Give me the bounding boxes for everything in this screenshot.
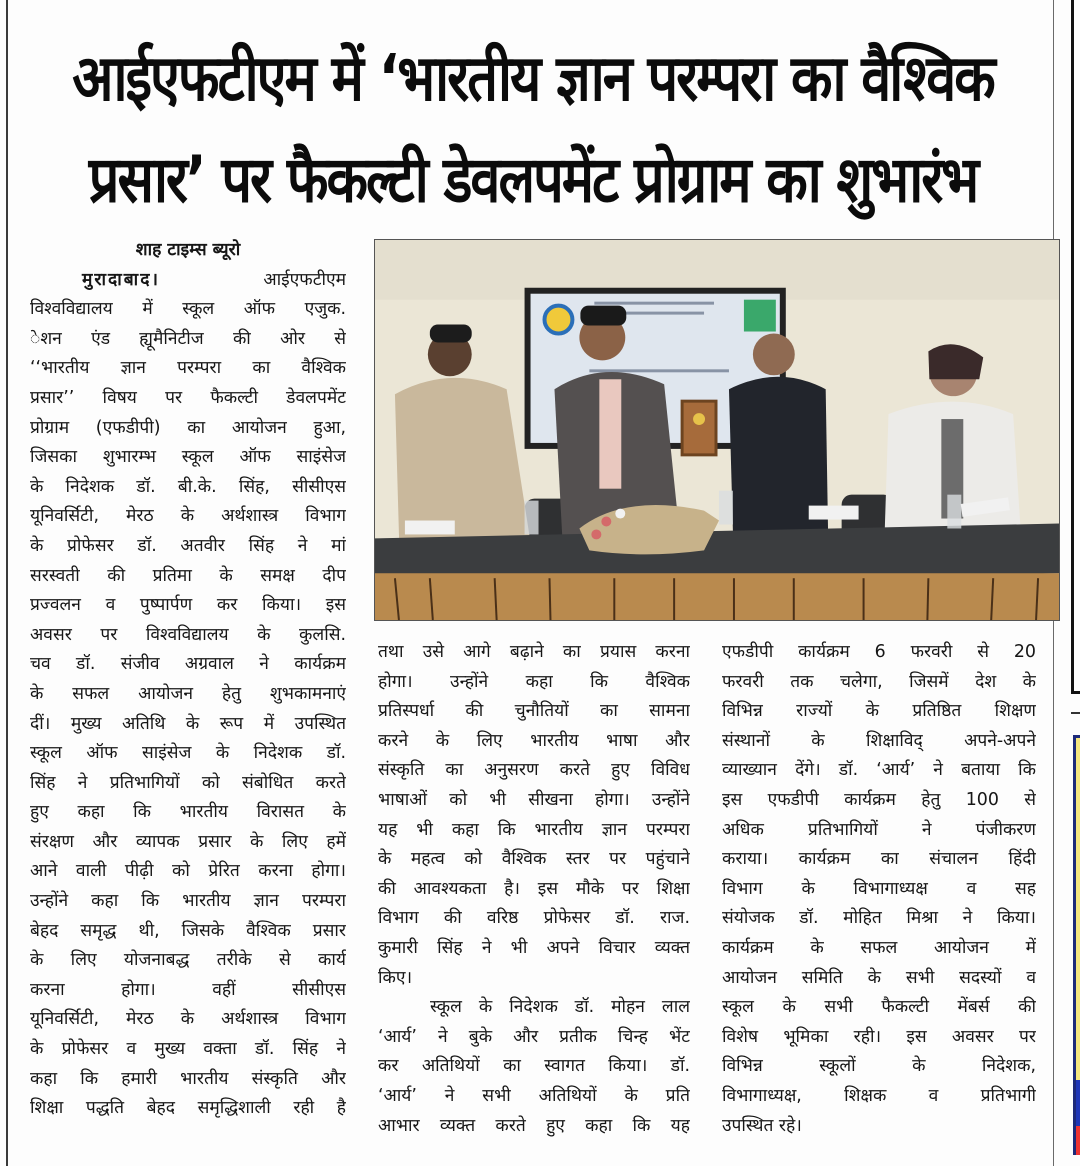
text-line: संरक्षण और व्यापक प्रसार के लिए हमें	[30, 831, 346, 852]
text-line: संस्कृति का अनुसरण करते हुए विविध	[378, 760, 690, 781]
text-line: सरस्वती की प्रतिमा के समक्ष दीप	[30, 565, 346, 586]
text-line: स्कूल ऑफ साइंसेज के निदेशक डॉ.	[30, 743, 346, 764]
text-line: ेशन एंड ह्यूमैनिटीज की ओर से	[30, 328, 346, 349]
text-line: तथा उसे आगे बढ़ाने का प्रयास करना	[378, 642, 690, 662]
text-line: ‘आर्य’ ने बुके और प्रतीक चिन्ह भेंट	[378, 1026, 690, 1047]
event-photo-illustration	[375, 240, 1059, 620]
person-2-shirt	[599, 379, 621, 488]
text-line: विभिन्न राज्यों के प्रतिष्ठित शिक्षण	[722, 701, 1036, 722]
text-line: यूनिवर्सिटी, मेरठ के अर्थशास्त्र विभाग	[30, 1009, 346, 1030]
dateline-line	[30, 266, 346, 296]
byline: शाह टाइम्स ब्यूरो	[135, 240, 241, 260]
nameplate	[405, 521, 455, 535]
text-line: आने वाली पीढ़ी को प्रेरित करना होगा।	[30, 861, 346, 882]
text-line: उपस्थित रहे।	[722, 1115, 802, 1136]
text-line: कराया। कार्यक्रम का संचालन हिंदी	[722, 849, 1036, 870]
screen-text-bar	[589, 369, 729, 372]
text-line: के लिए योजनाबद्ध तरीके से कार्य	[30, 950, 346, 971]
text-line: विशेष भूमिका रही। इस अवसर पर	[722, 1026, 1036, 1047]
text-line: करने के लिए भारतीय भाषा और	[378, 730, 690, 751]
person-2-hair	[580, 306, 626, 326]
adjacent-color-advert	[1073, 735, 1080, 1155]
bouquet-flower	[591, 529, 601, 539]
bouquet-flower	[615, 509, 625, 519]
text-line: हुए कहा कि भारतीय विरासत के	[30, 802, 346, 823]
text-line: प्रोग्राम (एफडीपी) का आयोजन हुआ,	[30, 417, 346, 438]
adjacent-article-box	[1071, 0, 1080, 694]
university-logo-icon	[545, 306, 573, 334]
text-line: प्रसार’’ विषय पर फैकल्टी डेवलपमेंट	[30, 387, 346, 408]
text-line: करना होगा। वहीं सीसीएस	[30, 979, 346, 1000]
text-line: के प्रोफेसर व मुख्य वक्ता डॉ. सिंह ने	[30, 1039, 346, 1060]
text-line: जिसका शुभारम्भ स्कूल ऑफ साइंसेज	[30, 447, 346, 468]
text-line: इस एफडीपी कार्यक्रम हेतु 100 से	[722, 789, 1036, 810]
water-bottle	[719, 491, 733, 525]
text-line: संस्थानों के शिक्षाविद् अपने-अपने	[722, 730, 1036, 751]
person-3-head	[753, 334, 795, 376]
water-bottle	[525, 501, 539, 535]
text-line: के महत्व को वैश्विक स्तर पर पहुंचाने	[378, 849, 690, 870]
text-line: आभार व्यक्त करते हुए कहा कि यह	[378, 1115, 690, 1136]
text-line: के सफल आयोजन हेतु शुभकामनाएं	[30, 683, 346, 704]
text-line: आयोजन समिति के सभी सदस्यों व	[722, 967, 1036, 988]
text-line: के निदेशक डॉ. बी.के. सिंह, सीसीएस	[30, 476, 346, 497]
text-line: संयोजक डॉ. मोहित मिश्रा ने किया।	[722, 908, 1036, 929]
text-line: विभागाध्यक्ष, शिक्षक व प्रतिभागी	[722, 1085, 1036, 1106]
screen-text-bar	[594, 302, 714, 305]
article-column-1	[30, 236, 346, 1124]
table-wood-panel	[375, 573, 1059, 620]
text-line: विभिन्न स्कूलों के निदेशक,	[722, 1056, 1036, 1077]
text-line: प्रज्वलन व पुष्पार्पण कर किया। इस	[30, 595, 346, 616]
bouquet-flower	[601, 517, 611, 527]
headline	[18, 28, 1048, 231]
text-line: कुमारी सिंह ने भी अपने विचार व्यक्त	[378, 937, 690, 958]
text-line: होगा। उन्होंने कहा कि वैश्विक	[378, 671, 690, 692]
headline-line-1: आईएफटीएम में ‘भारतीय ज्ञान परम्परा का वैश्विक	[72, 40, 994, 116]
text-line: ‘‘भारतीय ज्ञान परम्परा का वैश्विक	[30, 358, 346, 379]
event-photo	[374, 239, 1060, 621]
memento-plaque	[682, 401, 716, 455]
text-line: एफडीपी कार्यक्रम 6 फरवरी से 20	[722, 642, 1036, 662]
text-line: कार्यक्रम के सफल आयोजन में	[722, 937, 1036, 958]
nameplate	[809, 506, 859, 520]
article-column-3	[722, 638, 1036, 1141]
text-line: विभाग की वरिष्ठ प्रोफेसर डॉ. राज.	[378, 908, 690, 929]
text-line: के प्रोफेसर डॉ. अतवीर सिंह ने मां	[30, 535, 346, 556]
text-line: अवसर पर विश्वविद्यालय के कुलसि.	[30, 624, 346, 645]
dateline: मुरादाबाद।	[82, 269, 161, 290]
page-border-left	[6, 0, 8, 1166]
text-line: दीं। मुख्य अतिथि के रूप में उपस्थित	[30, 713, 346, 734]
text-line: विभाग के विभागाध्यक्ष व सह	[722, 878, 1036, 899]
text-line: यूनिवर्सिटी, मेरठ के अर्थशास्त्र विभाग	[30, 506, 346, 527]
text-line: प्रतिस्पर्धा की चुनौतियों का सामना	[378, 701, 690, 722]
text-line: उन्होंने कहा कि भारतीय ज्ञान परम्परा	[30, 891, 346, 912]
text-line: भाषाओं को भी सीखना होगा। उन्होंने	[378, 789, 690, 810]
text-line: कर अतिथियों का स्वागत किया। डॉ.	[378, 1056, 690, 1077]
adjacent-divider	[1071, 712, 1080, 714]
screen-green-badge	[744, 300, 776, 332]
text-line: स्कूल के सभी फैकल्टी मेंबर्स की	[722, 997, 1036, 1018]
text-line: ‘आर्य’ ने सभी अतिथियों के प्रति	[378, 1085, 690, 1106]
text-line: चव डॉ. संजीव अग्रवाल ने कार्यक्रम	[30, 654, 346, 675]
text-line: विश्वविद्यालय में स्कूल ऑफ एजुक.	[30, 299, 346, 320]
text-line: अधिक प्रतिभागियों ने पंजीकरण	[722, 819, 1036, 840]
text-line: फरवरी तक चलेगा, जिसमें देश के	[722, 671, 1036, 692]
text-line: बेहद समृद्ध थी, जिसके वैश्विक प्रसार	[30, 920, 346, 941]
headline-line-2: प्रसार’ पर फैकल्टी डेवलपमेंट प्रोग्राम का शुभारंभ	[88, 142, 978, 217]
text-line: व्याख्यान देंगे। डॉ. ‘आर्य’ ने बताया कि	[722, 760, 1036, 781]
text-line: यह भी कहा कि भारतीय ज्ञान परम्परा	[378, 819, 690, 840]
memento-emblem	[693, 413, 705, 425]
text-line: आईएफटीएम	[263, 269, 346, 290]
article-column-2	[378, 638, 690, 1141]
text-line: स्कूल के निदेशक डॉ. मोहन लाल	[430, 997, 690, 1018]
text-line: कहा कि हमारी भारतीय संस्कृति और	[30, 1068, 346, 1089]
text-line: सिंह ने प्रतिभागियों को संबोधित करते	[30, 772, 346, 793]
text-line: की आवश्यकता है। इस मौके पर शिक्षा	[378, 878, 690, 899]
text-line: किए।	[378, 967, 413, 988]
person-1-hair	[430, 325, 472, 343]
text-line: शिक्षा पद्धति बेहद समृद्धिशाली रही है	[30, 1098, 346, 1119]
water-bottle	[947, 495, 961, 529]
